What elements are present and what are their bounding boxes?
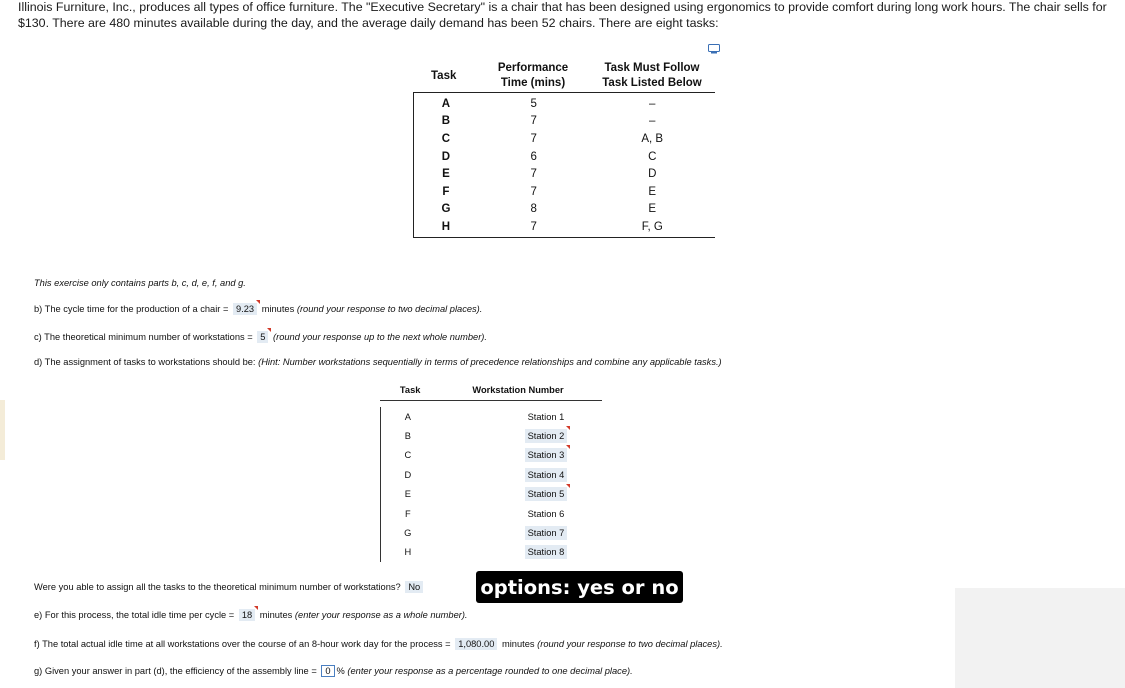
task-table: [413, 60, 715, 238]
station-select[interactable]: Station 5: [525, 487, 568, 501]
station-table-header: [380, 380, 602, 401]
header-predecessor: Task Must Follow Task Listed Below: [602, 62, 702, 89]
station-select[interactable]: Station 6: [527, 508, 565, 519]
table-row: E Station 5: [381, 485, 602, 504]
table-row: C Station 3: [381, 446, 602, 465]
copy-icon[interactable]: [708, 44, 720, 54]
table-row: C 7 A, B: [441, 132, 664, 145]
table-row: A 5 –: [441, 97, 656, 110]
station-select[interactable]: Station 3: [525, 448, 568, 462]
efficiency-input[interactable]: 0: [321, 665, 334, 677]
station-select[interactable]: Station 4: [525, 468, 568, 482]
header-task: Task: [431, 70, 457, 82]
station-table-body: [380, 407, 602, 562]
table-row: B Station 2: [381, 426, 602, 445]
header-task: Task: [399, 385, 421, 395]
panel-edge: [0, 400, 5, 460]
station-table: [380, 380, 602, 562]
cycle-time-answer[interactable]: 9.23: [233, 303, 257, 315]
task-table-body: [413, 93, 715, 238]
header-workstation: Workstation Number: [472, 385, 564, 395]
part-b: b) The cycle time for the production of a chair = 9.23 minutes (round your response to two decimal places).: [34, 303, 482, 315]
background-panel: [955, 588, 1125, 688]
part-c: c) The theoretical minimum number of workstations = 5 (round your response up to the next whole number).: [34, 331, 487, 343]
table-row: E 7 D: [442, 168, 657, 181]
total-idle-answer[interactable]: 1,080.00: [455, 638, 497, 650]
station-select[interactable]: Station 2: [525, 429, 568, 443]
assign-question: Were you able to assign all the tasks to the theoretical minimum number of workstations? No: [34, 581, 425, 593]
station-select[interactable]: Station 7: [525, 526, 568, 540]
table-row: H Station 8: [381, 543, 602, 562]
options-annotation: options: yes or no: [476, 571, 683, 603]
table-row: F Station 6: [381, 504, 602, 523]
assign-answer-select[interactable]: No: [405, 581, 423, 593]
idle-time-answer[interactable]: 18: [239, 609, 255, 621]
header-performance-time: Performance Time (mins): [497, 62, 569, 89]
task-table-header: [413, 60, 715, 93]
table-row: G 8 E: [441, 203, 657, 216]
part-e: e) For this process, the total idle time per cycle = 18 minutes (enter your response as a whole number).: [34, 609, 468, 621]
table-row: D 6 C: [441, 150, 657, 163]
table-row: D Station 4: [381, 465, 602, 484]
min-workstations-answer[interactable]: 5: [257, 331, 268, 343]
station-select[interactable]: Station 1: [527, 411, 565, 422]
table-row: A Station 1: [381, 407, 602, 426]
table-row: G Station 7: [381, 523, 602, 542]
exercise-note: This exercise only contains parts b, c, d, e, f, and g.: [34, 278, 246, 288]
table-row: F 7 E: [442, 185, 657, 198]
problem-intro: Illinois Furniture, Inc., produces all types of office furniture. The "Executive Secretary" is a chair that has been designed using ergonomics to provide comfort during long work hours. The chair sells for $130. There are 480 minutes available during the day, and the average daily demand has been 52 chairs. There are eight tasks:: [18, 0, 1107, 30]
station-select[interactable]: Station 8: [525, 545, 568, 559]
part-g: g) Given your answer in part (d), the efficiency of the assembly line = 0 % (enter your response as a percentage rounded to one decimal place).: [34, 666, 633, 676]
table-row: H 7 F, G: [441, 220, 663, 233]
part-d: d) The assignment of tasks to workstations should be: (Hint: Number workstations sequentially in terms of precedence relationships and combine any applicable tasks.): [34, 357, 722, 367]
table-row: B 7 –: [441, 115, 656, 128]
part-f: f) The total actual idle time at all workstations over the course of an 8-hour work day for the process = 1,080.00 minutes (round your response to two decimal places).: [34, 639, 723, 649]
